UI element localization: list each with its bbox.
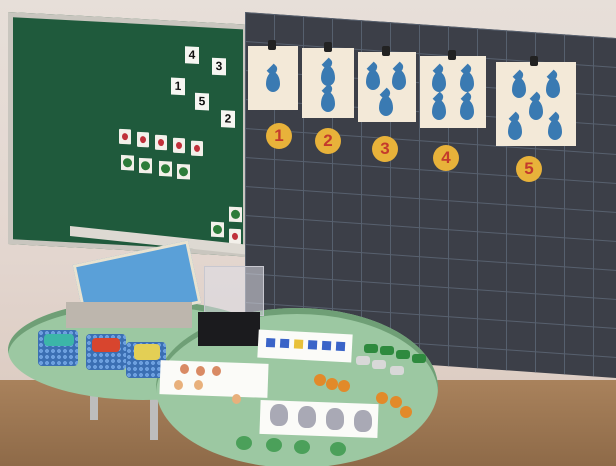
clip — [268, 40, 276, 50]
clip — [448, 50, 456, 60]
figurine — [212, 366, 221, 376]
orange-figure — [338, 380, 350, 392]
yellow-counters — [134, 344, 160, 360]
green-dot-card — [211, 222, 224, 238]
clip — [530, 56, 538, 66]
picture-card — [191, 141, 203, 157]
orange-figure — [326, 378, 338, 390]
water-drop-icon — [366, 70, 380, 90]
rabbit-picture — [298, 406, 316, 428]
number-circle-4: 4 — [433, 145, 459, 171]
water-drop-icon — [321, 92, 335, 112]
number-circle-1: 1 — [266, 123, 292, 149]
water-drop-icon — [460, 100, 474, 120]
orange-figure — [314, 374, 326, 386]
picture-card — [173, 138, 185, 154]
water-drop-icon — [548, 120, 562, 140]
squares-sheet — [257, 330, 352, 363]
toy-car — [372, 360, 386, 369]
toy-car — [412, 354, 426, 363]
picture-card — [229, 229, 241, 245]
green-dot-card — [139, 158, 152, 174]
frog-figure — [294, 440, 310, 454]
figurine — [232, 394, 241, 404]
green-dot-card — [229, 207, 242, 223]
number-card: 5 — [195, 93, 209, 111]
water-drop-icon — [529, 100, 543, 120]
number-circle-2: 2 — [315, 128, 341, 154]
number-circle-3: 3 — [372, 136, 398, 162]
frog-figure — [330, 442, 346, 456]
clip — [324, 42, 332, 52]
frog-figure — [266, 438, 282, 452]
figurine — [196, 366, 205, 376]
water-drop-icon — [508, 120, 522, 140]
frog-figure — [236, 436, 252, 450]
water-drop-icon — [460, 72, 474, 92]
chalkboard — [8, 12, 248, 257]
toy-car — [396, 350, 410, 359]
figurine — [180, 364, 189, 374]
toy-car — [390, 366, 404, 375]
drop-card-4 — [420, 56, 486, 128]
drop-card-2 — [302, 48, 354, 118]
yellow-square — [294, 339, 303, 348]
orange-figure — [390, 396, 402, 408]
drop-card-1 — [248, 46, 298, 110]
number-card: 3 — [212, 58, 226, 76]
figurine — [194, 380, 203, 390]
green-dot-card — [121, 155, 134, 171]
figurine — [174, 380, 183, 390]
number-card: 4 — [185, 46, 199, 64]
black-organizer — [198, 312, 260, 346]
drop-card-5 — [496, 62, 576, 146]
number-circle-5: 5 — [516, 156, 542, 182]
rabbit-picture — [270, 404, 288, 426]
green-dot-card — [177, 164, 190, 180]
water-drop-icon — [379, 96, 393, 116]
blue-square — [266, 338, 275, 347]
picture-card — [119, 129, 131, 145]
teal-counters — [44, 334, 74, 346]
drop-card-3 — [358, 52, 416, 122]
picture-card — [137, 132, 149, 148]
blue-square — [336, 342, 345, 351]
clip — [382, 46, 390, 56]
organizer-lid — [204, 266, 264, 316]
orange-figure — [376, 392, 388, 404]
toy-car — [364, 344, 378, 353]
green-dot-card — [159, 161, 172, 177]
blue-square — [322, 341, 331, 350]
number-card: 2 — [221, 110, 235, 128]
water-drop-icon — [266, 72, 280, 92]
toy-car — [380, 346, 394, 355]
blue-square — [280, 339, 289, 348]
picture-card — [155, 135, 167, 151]
water-drop-icon — [432, 100, 446, 120]
water-drop-icon — [512, 78, 526, 98]
game-box — [66, 302, 192, 328]
red-counters — [92, 338, 120, 352]
water-drop-icon — [432, 72, 446, 92]
water-drop-icon — [392, 70, 406, 90]
number-card: 1 — [171, 78, 185, 96]
toy-car — [356, 356, 370, 365]
blue-square — [308, 340, 317, 349]
water-drop-icon — [546, 78, 560, 98]
rabbit-picture — [326, 408, 344, 430]
orange-figure — [400, 406, 412, 418]
rabbit-picture — [354, 410, 372, 432]
